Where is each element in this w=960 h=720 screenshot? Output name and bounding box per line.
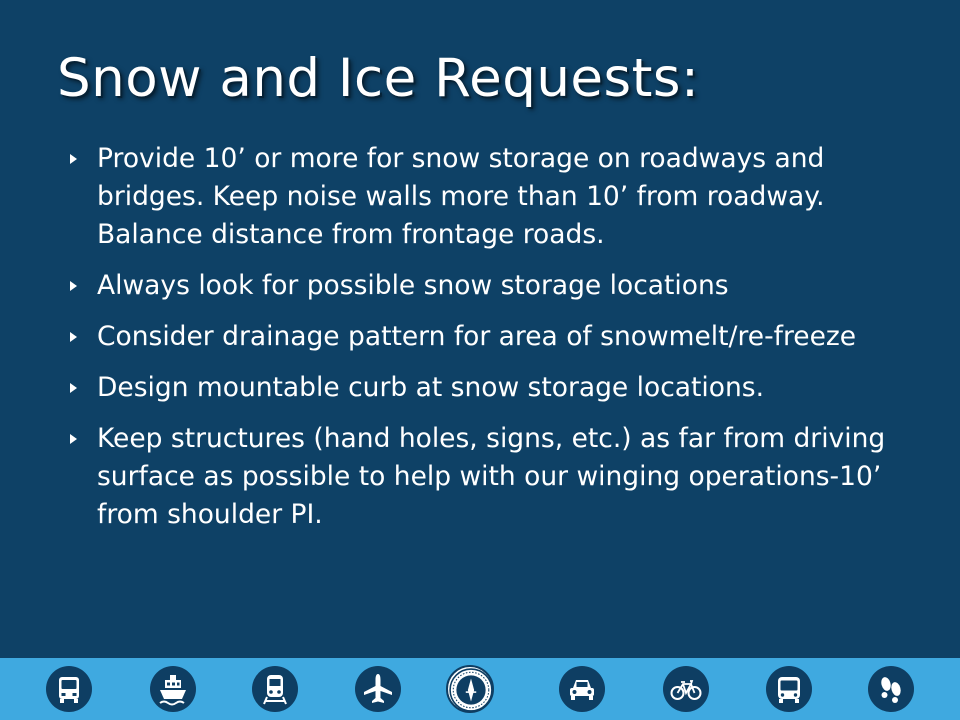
bullet-arrow-icon xyxy=(70,154,77,164)
mndot-seal-icon xyxy=(446,665,494,713)
footprints-icon xyxy=(868,666,914,712)
bullet-item xyxy=(70,369,910,407)
bullet-item xyxy=(70,140,910,254)
bus-icon xyxy=(46,666,92,712)
bullet-arrow-icon xyxy=(70,434,77,444)
bullet-arrow-icon xyxy=(70,281,77,291)
slide-title: Snow and Ice Requests: xyxy=(57,48,700,109)
airplane-icon xyxy=(355,666,401,712)
bullet-item xyxy=(70,420,910,534)
ship-icon xyxy=(150,666,196,712)
car-icon xyxy=(559,666,605,712)
bullet-text: Consider drainage pattern for area of snowmelt/re-freeze xyxy=(97,321,857,352)
bullet-text: Always look for possible snow storage locations xyxy=(97,270,729,301)
train-icon xyxy=(252,666,298,712)
bullet-text: Design mountable curb at snow storage locations. xyxy=(97,372,765,403)
footer-band xyxy=(0,658,960,720)
transit-bus-icon xyxy=(766,666,812,712)
bullet-arrow-icon xyxy=(70,332,77,342)
bullet-list xyxy=(70,140,910,547)
bullet-text: Provide 10’ or more for snow storage on roadways and bridges. Keep noise walls more than 10’ from roadway. Balance distance from frontage roads. xyxy=(97,143,825,250)
bullet-arrow-icon xyxy=(70,383,77,393)
bullet-item xyxy=(70,267,910,305)
bicycle-icon xyxy=(663,666,709,712)
bullet-text: Keep structures (hand holes, signs, etc.) as far from driving surface as possible to help with our winging operations-10’ from shoulder PI. xyxy=(97,423,886,530)
bullet-item xyxy=(70,318,910,356)
